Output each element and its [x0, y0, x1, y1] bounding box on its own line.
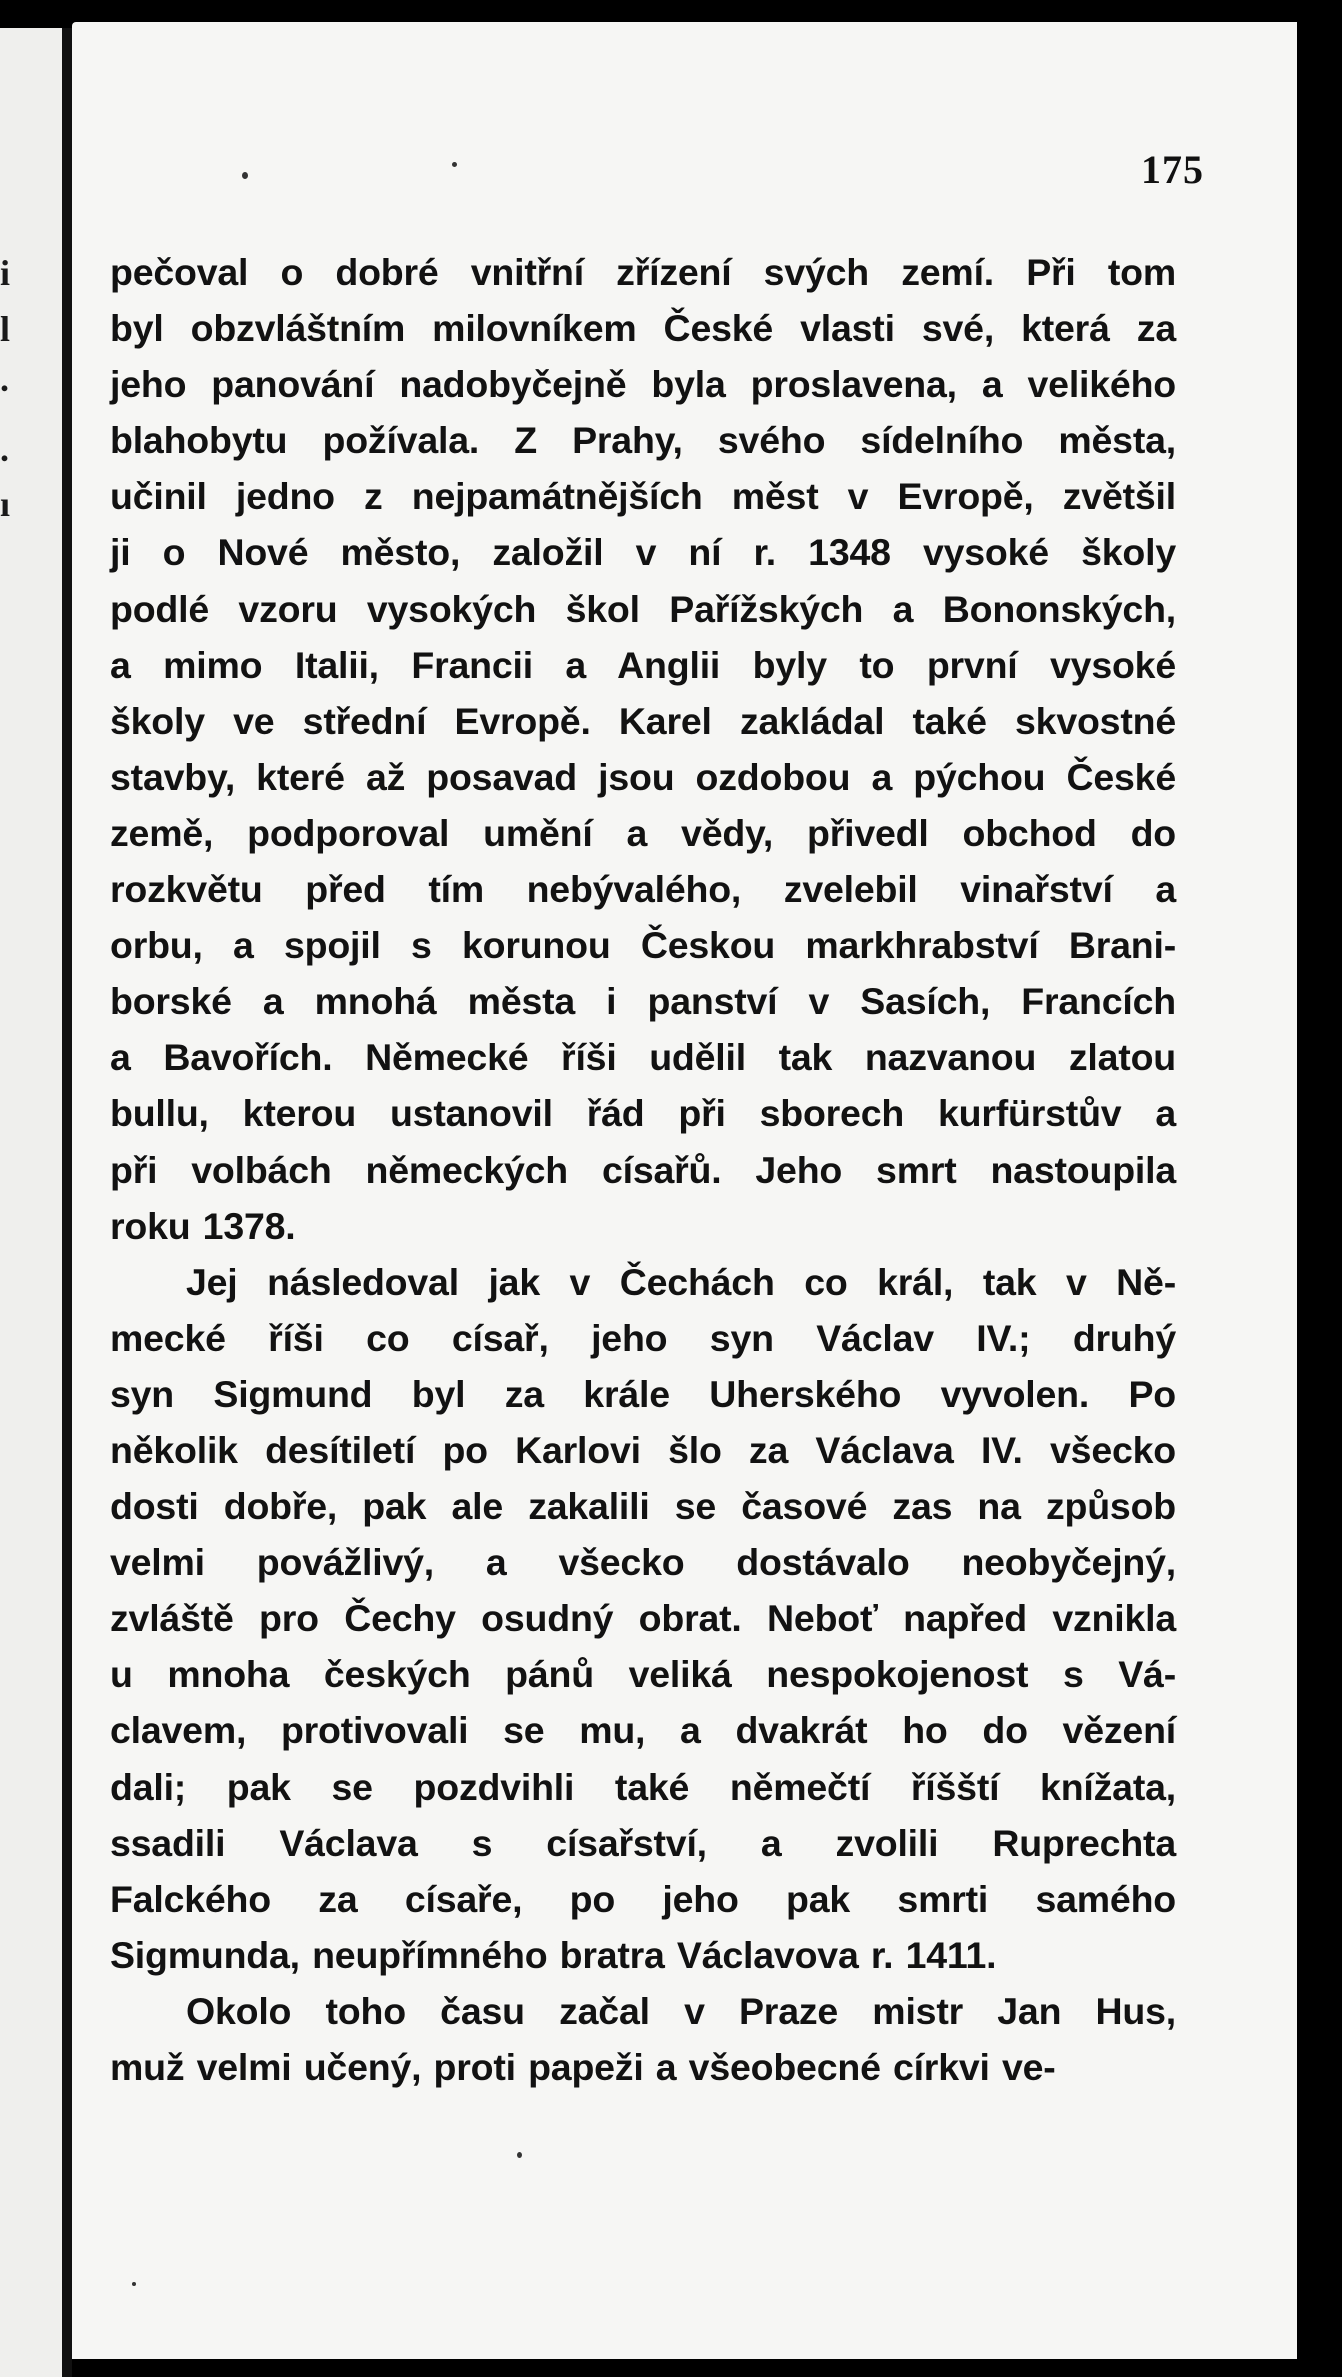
text-line: byl obzvláštním milovníkem České vlasti své, která za — [110, 307, 1176, 350]
paper-speck — [452, 162, 457, 167]
text-line: bullu, kterou ustanovil řád při sborech kurfürstův a — [110, 1092, 1176, 1135]
paper-speck — [132, 2282, 136, 2286]
text-line: velmi povážlivý, a všecko dostávalo neobyčejný, — [110, 1541, 1176, 1584]
text-line: dali; pak se pozdvihli také němečtí říšští knížata, — [110, 1765, 1176, 1808]
text-line: rozkvětu před tím nebývalého, zvelebil vinařství a — [110, 868, 1176, 911]
previous-page-edge — [0, 28, 62, 2377]
previous-page-fragment: ı — [0, 484, 11, 524]
text-line: mecké říši co císař, jeho syn Václav IV.; druhý — [110, 1316, 1176, 1359]
previous-page-fragment: i — [0, 253, 11, 293]
text-line: ji o Nové město, založil v ní r. 1348 vysoké školy — [110, 531, 1176, 574]
text-line: borské a mnohá města i panství v Sasích, Francích — [110, 980, 1176, 1023]
text-line: při volbách německých císařů. Jeho smrt nastoupila — [110, 1148, 1176, 1191]
text-line: clavem, protivovali se mu, a dvakrát ho do vězení — [110, 1709, 1176, 1752]
book-gutter — [62, 28, 72, 2377]
text-line: několik desítiletí po Karlovi šlo za Václava IV. všecko — [110, 1428, 1176, 1471]
page-number: 175 — [1141, 147, 1204, 192]
book-page — [72, 22, 1297, 2359]
text-line: roku 1378. — [110, 1204, 296, 1247]
previous-page-fragment: l — [0, 309, 11, 349]
text-line: orbu, a spojil s korunou Českou markhrabství Brani- — [110, 924, 1176, 967]
previous-page-fragment: . — [0, 429, 9, 469]
text-line: země, podporoval umění a vědy, přivedl obchod do — [110, 811, 1176, 854]
text-line: podlé vzoru vysokých škol Pařížských a Bononských, — [110, 587, 1176, 630]
text-line: pečoval o dobré vnitřní zřízení svých zemí. Při tom — [110, 251, 1176, 293]
text-line: jeho panování nadobyčejně byla proslavena, a velikého — [110, 363, 1176, 406]
text-line: syn Sigmund byl za krále Uherského vyvolen. Po — [110, 1372, 1176, 1415]
text-line: Okolo toho času začal v Praze mistr Jan Hus, — [186, 1989, 1176, 2032]
text-line: školy ve střední Evropě. Karel zakládal také skvostné — [110, 699, 1176, 742]
text-line: ssadili Václava s císařství, a zvolili Ruprechta — [110, 1821, 1176, 1864]
page-body-text — [110, 244, 1176, 2095]
text-line: muž velmi učený, proti papeži a všeobecné církvi ve- — [110, 2046, 1056, 2088]
text-line: Falckého za císaře, po jeho pak smrti samého — [110, 1877, 1176, 1920]
paper-speck — [517, 2152, 522, 2158]
text-line: blahobytu požívala. Z Prahy, svého sídelního města, — [110, 419, 1176, 462]
previous-page-fragment: . — [0, 359, 9, 399]
text-line: a mimo Italii, Francii a Anglii byly to první vysoké — [110, 643, 1176, 686]
text-line: u mnoha českých pánů veliká nespokojenost s Vá- — [110, 1653, 1176, 1696]
text-line: dosti dobře, pak ale zakalili se časové zas na způsob — [110, 1485, 1176, 1528]
text-line: Sigmunda, neupřímného bratra Václavova r. 1411. — [110, 1933, 997, 1976]
text-line: zvláště pro Čechy osudný obrat. Neboť napřed vznikla — [110, 1597, 1176, 1640]
text-line: stavby, které až posavad jsou ozdobou a pýchou České — [110, 755, 1176, 798]
paper-speck — [242, 172, 248, 179]
text-line: a Bavořích. Německé říši udělil tak nazvanou zlatou — [110, 1036, 1176, 1079]
text-line: Jej následoval jak v Čechách co král, tak v Ně- — [186, 1260, 1176, 1303]
text-line: učinil jedno z nejpamátnějších měst v Evropě, zvětšil — [110, 475, 1176, 518]
